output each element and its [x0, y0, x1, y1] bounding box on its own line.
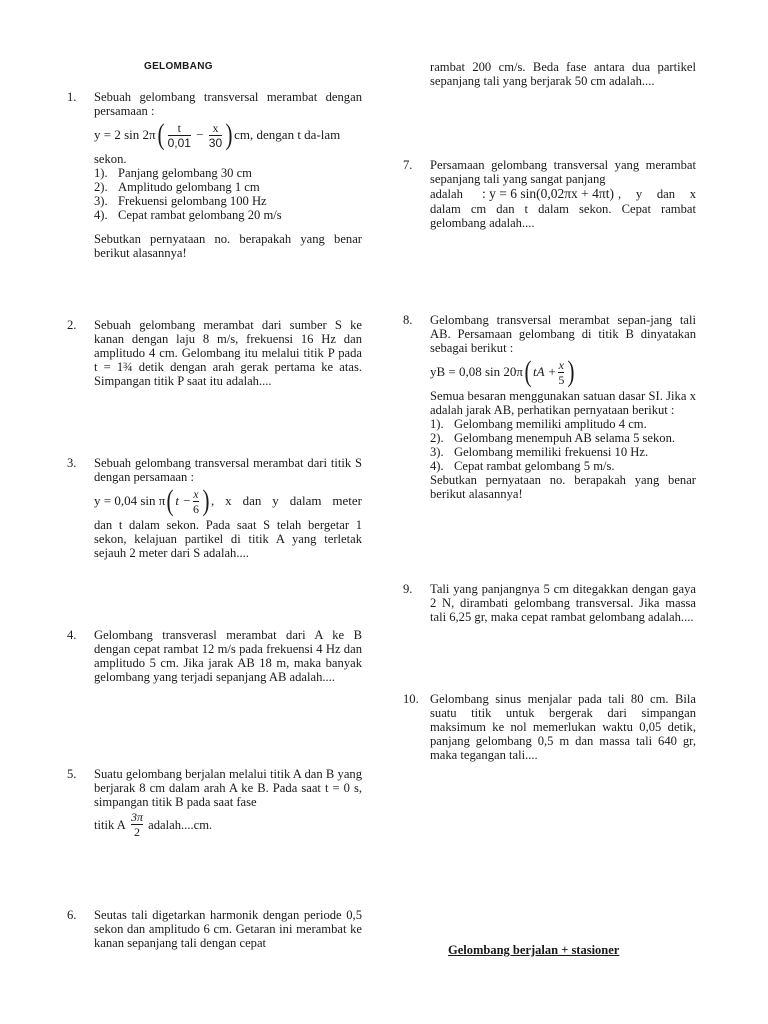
question-6-continued [403, 60, 696, 88]
equation: yB = 0,08 sin 20π ( tA + $\frac{x}{5}$ ) [430, 355, 575, 388]
page-title: GELOMBANG [144, 61, 213, 72]
question-text: dan t dalam sekon. Pada saat S telah bergetar 1 sekon, kelajuan partikel di titik A yang terletak sejauh 2 meter dari S adalah.... [94, 518, 362, 560]
list-item: 1). Panjang gelombang 30 cm [94, 166, 252, 180]
question-number: 10. [403, 692, 419, 706]
list-item: 4). Cepat rambat gelombang 20 m/s [94, 208, 282, 222]
list-item: 1). Gelombang memiliki amplitudo 4 cm. [430, 417, 647, 431]
question-text: Sebutkan pernyataan no. berapakah yang benar berikut alasannya! [94, 232, 362, 260]
question-number: 2. [67, 318, 77, 332]
phase-expression: titik A $\frac{3\pi}{2}$ adalah....cm. [94, 810, 213, 839]
question-number: 3. [67, 456, 77, 470]
question-text: Sebuah gelombang merambat dari sumber S ke kanan dengan laju 8 m/s, frekuensi 16 Hz dan amplitudo 4 cm. Gelombang itu melalui titik P pada t = 1¾ detik dengan arah gerak pertama ke atas. Simpangan titik P saat itu adalah.... [94, 318, 362, 388]
question-text: Sebutkan pernyataan no. berapakah yang benar berikut alasannya! [430, 473, 696, 501]
question-number: 9. [403, 582, 413, 596]
question-number: 5. [67, 767, 77, 781]
equation: y = 2 sin 2π ( $\frac{t}{0,01}$ − $\frac{x}{30}$ ) cm, dengan t da-lam [94, 118, 341, 151]
question-text: sekon. [94, 152, 127, 166]
question-text: Gelombang sinus menjalar pada tali 80 cm. Bila suatu titik untuk bergerak dari simpangan maksimum ke nol memerlukan waktu 0,05 detik, panjang gelombang 0,5 m dan massa tali 640 gr, maka tegangan tali.... [430, 692, 696, 762]
question-text: Gelombang transversal merambat sepan-jang tali AB. Persamaan gelombang di titik B dinyatakan sebagai berikut : [430, 313, 696, 355]
equation: y = 0,04 sin π ( t − $\frac{x}{6}$ ) , x dan y dalam meter [94, 484, 362, 517]
question-1 [67, 90, 362, 260]
question-text: Semua besaran menggunakan satuan dasar SI. Jika x adalah jarak AB, perhatikan pernyataan berikut : [430, 389, 696, 417]
eq-lhs: y = 2 sin 2π [94, 127, 156, 142]
question-text: Sebuah gelombang transversal merambat dari titik S dengan persamaan : [94, 456, 362, 484]
fraction: $\frac{x}{6}$ [192, 486, 199, 516]
question-2 [67, 318, 362, 388]
question-number: 6. [67, 908, 77, 922]
question-text: Sebuah gelombang transversal merambat dengan persamaan : [94, 90, 362, 118]
fraction: $\frac{x}{5}$ [558, 357, 565, 387]
list-item: 2). Amplitudo gelombang 1 cm [94, 180, 260, 194]
question-text: Gelombang transverasl merambat dari A ke B dengan cepat rambat 12 m/s pada frekuensi 4 Hz dan amplitudo 5 cm. Jika jarak AB 18 m, maka banyak gelombang yang terjadi sepanjang AB adalah.... [94, 628, 362, 684]
question-text: Persamaan gelombang transversal yang merambat sepanjang tali yang sangat panjang [430, 158, 696, 186]
eq-tail: cm, dengan t da-lam [234, 127, 341, 142]
list-item: 2). Gelombang menempuh AB selama 5 sekon. [430, 431, 676, 445]
question-number: 7. [403, 158, 413, 172]
question-4 [67, 628, 362, 684]
question-text: dalam cm dan t dalam sekon. Cepat rambat gelombang adalah.... [430, 202, 696, 230]
statement-list [430, 417, 696, 473]
question-6 [67, 908, 362, 950]
question-text: Tali yang panjangnya 5 cm ditegakkan dengan gaya 2 N, dirambati gelombang transversal. Jika massa tali 6,25 gr, maka cepat rambat gelombang adalah.... [430, 582, 696, 624]
question-number: 4. [67, 628, 77, 642]
question-text: Seutas tali digetarkan harmonik dengan periode 0,5 sekon dan amplitudo 6 cm. Getaran ini merambat ke kanan sepanjang tali dengan cepat [94, 908, 362, 950]
fraction: $\frac{3\pi}{2}$ [131, 810, 144, 839]
list-item: 3). Gelombang memiliki frekuensi 10 Hz. [430, 445, 649, 459]
fraction: $\frac{t}{0,01}$ [167, 120, 191, 150]
question-text: rambat 200 cm/s. Beda fase antara dua partikel sepanjang tali yang berjarak 50 cm adalah.... [430, 60, 696, 88]
question-5 [67, 767, 362, 840]
footer-heading: Gelombang berjalan + stasioner [448, 943, 620, 957]
list-item: 4). Cepat rambat gelombang 5 m/s. [430, 459, 615, 473]
question-number: 1. [67, 90, 77, 104]
question-9 [403, 582, 696, 624]
equation: adalah : y = 6 sin(0,02πx + 4πt) , y dan x [430, 186, 696, 201]
question-10 [403, 692, 696, 762]
fraction: $\frac{x}{30}$ [208, 120, 223, 150]
question-3 [67, 456, 362, 560]
question-8 [403, 313, 696, 501]
question-number: 8. [403, 313, 413, 327]
question-text: Suatu gelombang berjalan melalui titik A dan B yang berjarak 8 cm dalam arah A ke B. Pada saat t = 0 s, simpangan titik B pada saat fase [94, 767, 362, 809]
question-7 [403, 158, 696, 230]
statement-list [94, 166, 362, 222]
list-item: 3). Frekuensi gelombang 100 Hz [94, 194, 267, 208]
